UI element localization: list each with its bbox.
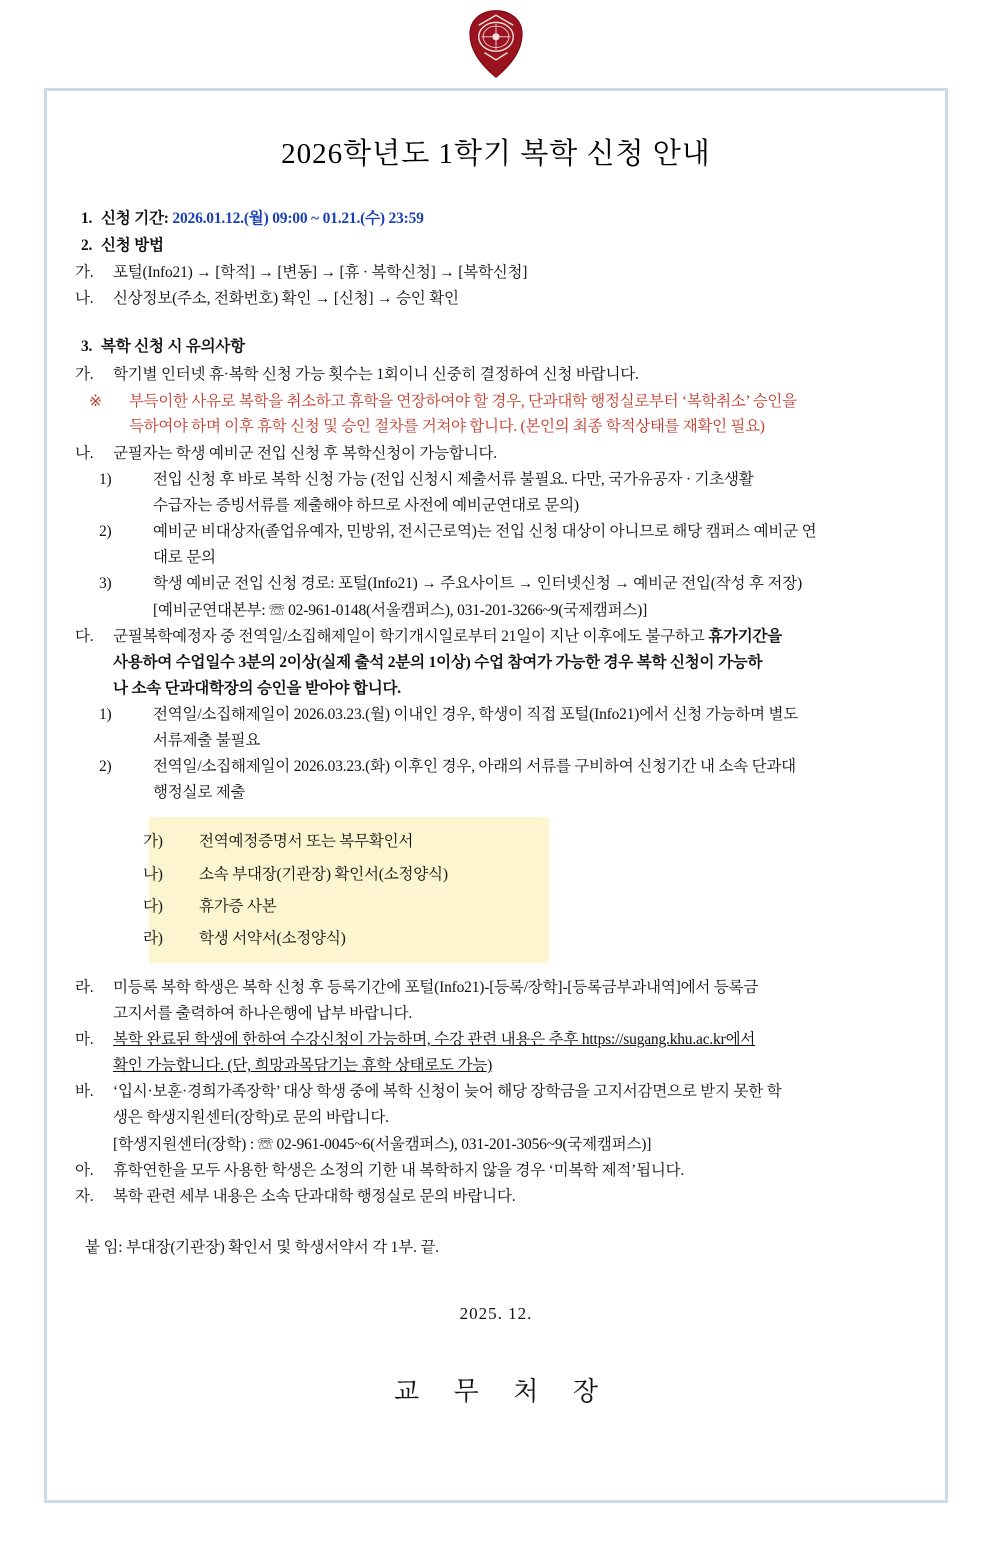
marker: 2) [99,523,112,541]
section-3-number: 3. [81,338,93,356]
marker: 나. [75,444,94,462]
text: 신상정보(주소, 전화번호) 확인 → [신청] → 승인 확인 [113,290,459,308]
item-ba-line-2: 생은 학생지원센터(장학)로 문의 바랍니다. [113,1109,389,1127]
marker: 마. [75,1031,94,1049]
university-crest-icon [460,8,532,80]
marker: 아. [75,1161,94,1179]
document-body [75,206,911,1414]
required-document-3 [143,894,531,919]
item-na-sub-3 [81,571,911,596]
signature-office: 교 무 처 장 [394,1377,612,1407]
issue-date: 2025. 12. [459,1303,533,1323]
section-3-heading [81,334,911,359]
application-period-value: 2026.01.12.(월) 09:00 ~ 01.21.(수) 23:59 [172,210,424,227]
item-na [75,441,911,466]
marker: 가) [143,833,163,851]
note-mark: ※ [89,392,102,410]
text: 소속 부대장(기관장) 확인서(소정양식) [199,865,448,883]
marker: 나) [143,865,163,883]
marker: 다. [75,627,94,645]
marker: 가. [75,264,94,282]
text: 군필자는 학생 예비군 전입 신청 후 복학신청이 가능합니다. [113,444,497,462]
text: 학기별 인터넷 휴·복학 신청 가능 횟수는 1회이니 신중히 결정하여 신청 바랍니다. [113,365,639,383]
page-title: 2026학년도 1학기 복학 신청 안내 [281,138,711,170]
required-document-1 [143,829,531,854]
marker: 라. [75,978,94,996]
marker: 라) [143,929,163,947]
line-1: 전역일/소집해제일이 2026.03.23.(화) 이후인 경우, 아래의 서류를 구비하여 신청기간 내 소속 단과대 [153,758,796,776]
item-ba-contact: [학생지원센터(장학) : ☏ 02-961-0045~6(서울캠퍼스), 031-201-3056~9(국제캠퍼스)] [113,1135,652,1153]
line-1: 복학 완료된 학생에 한하여 수강신청이 가능하며, 수강 관련 내용은 추후 https://sugang.khu.ac.kr에서 [113,1031,756,1049]
item-da-line-3: 나 소속 단과대학장의 승인을 받아야 합니다. [113,679,401,697]
required-document-2 [143,862,531,887]
section-2-number: 2. [81,237,93,255]
text: 휴학연한을 모두 사용한 학생은 소정의 기한 내 복학하지 않을 경우 ‘미복학 제적’됩니다. [113,1161,685,1179]
item-ah [75,1158,911,1183]
marker: 1) [99,470,112,488]
item-na-sub-1 [81,467,911,492]
line-1: 전입 신청 후 바로 복학 신청 가능 (전입 신청시 제출서류 불필요. 다만, 국가유공자 · 기초생활 [153,470,754,488]
item-ma-line-2-wrap [81,1053,911,1078]
line-1-plain: 군필복학예정자 중 전역일/소집해제일이 학기개시일로부터 21일이 지난 이후에도 불구하고 [113,627,709,645]
item-ga [75,362,911,387]
line-1: ‘입시·보훈·경희가족장학’ 대상 학생 중에 복학 신청이 늦어 해당 장학금을 고지서감면으로 받지 못한 학 [113,1083,782,1101]
item-ba [75,1079,911,1104]
section-2-heading [81,233,911,258]
line-1-bold: 휴가기간을 [708,627,783,645]
item-ra-line-2: 고지서를 출력하여 하나은행에 납부 바랍니다. [113,1004,413,1022]
text: 휴가증 사본 [199,897,277,915]
marker: 1) [99,705,112,723]
item-na-sub-3-contact: [예비군연대본부: ☏ 02-961-0148(서울캠퍼스), 031-201-3266~9(국제캠퍼스)] [153,601,648,619]
text: 복학 관련 세부 내용은 소속 단과대학 행정실로 문의 바랍니다. [113,1187,516,1205]
item-da-sub-1-cont: 서류제출 불필요 [153,732,261,750]
attachment-note: 붙 임: 부대장(기관장) 확인서 및 학생서약서 각 1부. 끝. [85,1238,439,1256]
item-da-sub-1 [81,702,911,727]
section-2-item-1 [75,260,911,285]
section-2-label: 신청 방법 [101,237,164,255]
item-da [75,624,911,649]
section-3-label: 복학 신청 시 유의사항 [101,338,245,356]
spacer [81,312,911,334]
section-1-heading [81,206,911,231]
required-documents-box [143,817,549,962]
item-na-sub-2 [81,519,911,544]
text: 학생 서약서(소정양식) [199,929,346,947]
marker: 나. [75,290,94,308]
note-line-1: 부득이한 사유로 복학을 취소하고 휴학을 연장하여야 할 경우, 단과대학 행정실로부터 ‘복학취소’ 승인을 [129,392,797,410]
item-da-sub-2-cont: 행정실로 제출 [153,784,246,802]
text: 전역예정증명서 또는 복무확인서 [199,833,414,851]
marker: 3) [99,575,112,593]
marker: 바. [75,1083,94,1101]
item-da-line-2: 사용하여 수업일수 3분의 2이상(실제 출석 2분의 1이상) 수업 참여가 가능한 경우 복학 신청이 가능하 [113,653,763,671]
item-na-sub-1-cont: 수급자는 증빙서류를 제출해야 하므로 사전에 예비군연대로 문의) [153,497,579,515]
item-ja [75,1184,911,1209]
crest-container [0,0,992,88]
required-document-4 [143,926,531,951]
marker: 2) [99,758,112,776]
marker: 다) [143,897,163,915]
line-1: 전역일/소집해제일이 2026.03.23.(월) 이내인 경우, 학생이 직접 포털(Info21)에서 신청 가능하며 별도 [153,705,798,723]
line-1: 미등록 복학 학생은 복학 신청 후 등록기간에 포털(Info21)-[등록/장학]-[등록금부과내역]에서 등록금 [113,978,759,996]
section-2-item-2 [75,286,911,311]
item-ra [75,975,911,1000]
note-line-2: 득하여야 하며 이후 휴학 신청 및 승인 절차를 거쳐야 합니다. (본인의 최종 학적상태를 재확인 필요) [129,417,765,435]
section-1-label: 신청 기간: [101,210,169,227]
line-1: 학생 예비군 전입 신청 경로: 포털(Info21) → 주요사이트 → 인터넷신청 → 예비군 전입(작성 후 저장) [153,575,802,593]
line-1: 예비군 비대상자(졸업유예자, 민방위, 전시근로역)는 전입 신청 대상이 아니므로 해당 캠퍼스 예비군 연 [153,523,817,541]
line-2: 확인 가능합니다. (단, 희망과목담기는 휴학 상태로도 가능) [113,1057,493,1075]
section-1-number: 1. [81,210,93,227]
document-frame [44,88,948,1503]
marker: 가. [75,365,94,383]
item-ga-note [81,389,911,439]
item-ma [75,1027,911,1052]
item-na-sub-2-cont: 대로 문의 [153,549,216,567]
marker: 자. [75,1187,94,1205]
text: 포털(Info21) → [학적] → [변동] → [휴 · 복학신청] → [복학신청] [113,264,528,282]
item-da-sub-2 [81,754,911,779]
